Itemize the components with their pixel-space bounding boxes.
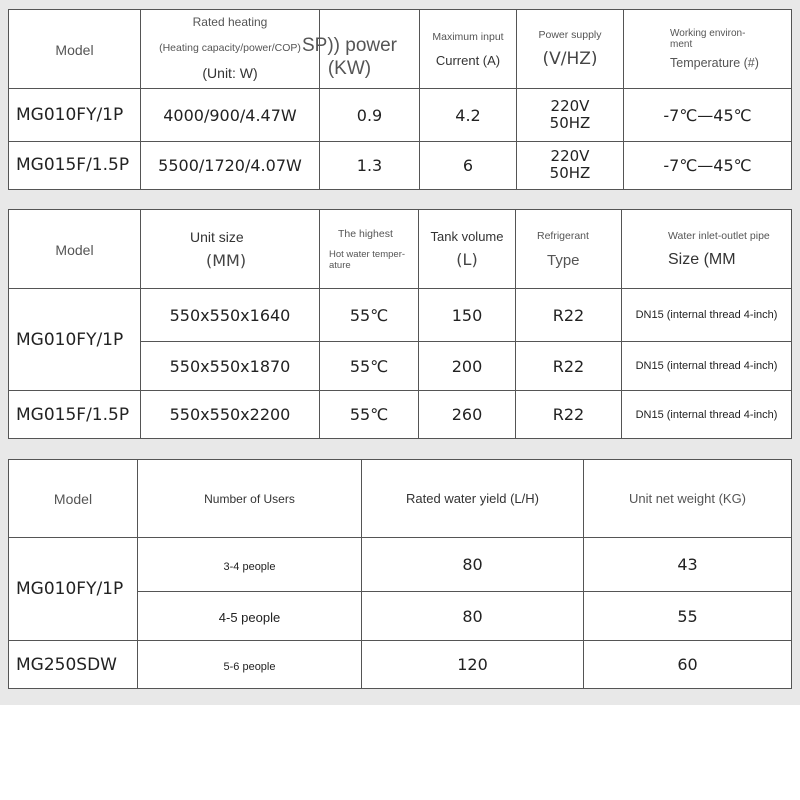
pipe-size-cell: DN15 (internal thread 4-inch) xyxy=(622,342,792,391)
table-row xyxy=(9,141,792,189)
unit-size-cell: 550x550x1870 xyxy=(141,342,320,391)
table-row xyxy=(9,289,792,342)
header-water-yield: Rated water yield (L/H) xyxy=(362,460,584,538)
header-unit-size: Unit size (MM) xyxy=(141,210,320,289)
header-model: Model xyxy=(9,210,141,289)
users-cell: 3-4 people xyxy=(138,538,362,592)
model-cell: MG015F/1.5P xyxy=(9,141,141,189)
header-power: SP)) power (KW) xyxy=(320,10,420,89)
header-max-input: Maximum input Current (A) xyxy=(420,10,517,89)
header-power-supply: Power supply (V/HZ) xyxy=(517,10,624,89)
net-weight-cell: 43 xyxy=(584,538,792,592)
tank-volume-cell: 150 xyxy=(419,289,516,342)
refrigerant-cell: R22 xyxy=(516,289,622,342)
unit-size-cell: 550x550x2200 xyxy=(141,391,320,439)
water-yield-cell: 80 xyxy=(362,592,584,641)
header-model: Model xyxy=(9,460,138,538)
power-cell: 0.9 xyxy=(320,89,420,141)
model-cell: MG010FY/1P xyxy=(9,538,138,641)
pipe-size-cell: DN15 (internal thread 4-inch) xyxy=(622,391,792,439)
current-cell: 6 xyxy=(420,141,517,189)
table-row xyxy=(9,391,792,439)
model-cell: MG250SDW xyxy=(9,641,138,689)
tank-volume-cell: 260 xyxy=(419,391,516,439)
spec-table-electrical xyxy=(8,9,792,190)
rated-heating-cell: 5500/1720/4.07W xyxy=(141,141,320,189)
header-rated-heating: Rated heating (Heating capacity/power/COP) (Unit: W) xyxy=(141,10,320,89)
table-row xyxy=(9,89,792,141)
current-cell: 4.2 xyxy=(420,89,517,141)
spec-table-capacity xyxy=(8,459,792,689)
header-refrigerant: Refrigerant Type xyxy=(516,210,622,289)
hot-water-temp-cell: 55℃ xyxy=(320,391,419,439)
refrigerant-cell: R22 xyxy=(516,342,622,391)
header-hot-water-temp: The highest Hot water temper- ature xyxy=(320,210,419,289)
power-supply-cell: 220V 50HZ xyxy=(517,141,624,189)
refrigerant-cell: R22 xyxy=(516,391,622,439)
table-row xyxy=(9,641,792,689)
header-model: Model xyxy=(9,10,141,89)
water-yield-cell: 120 xyxy=(362,641,584,689)
header-working-environment: Working environ- ment Temperature (#) xyxy=(624,10,792,89)
temperature-cell: -7℃—45℃ xyxy=(624,141,792,189)
model-cell: MG010FY/1P xyxy=(9,289,141,391)
net-weight-cell: 60 xyxy=(584,641,792,689)
pipe-size-cell: DN15 (internal thread 4-inch) xyxy=(622,289,792,342)
header-pipe-size: Water inlet-outlet pipe Size (MM xyxy=(622,210,792,289)
table-row xyxy=(9,538,792,592)
temperature-cell: -7℃—45℃ xyxy=(624,89,792,141)
hot-water-temp-cell: 55℃ xyxy=(320,342,419,391)
power-supply-cell: 220V 50HZ xyxy=(517,89,624,141)
power-cell: 1.3 xyxy=(320,141,420,189)
net-weight-cell: 55 xyxy=(584,592,792,641)
users-cell: 4-5 people xyxy=(138,592,362,641)
hot-water-temp-cell: 55℃ xyxy=(320,289,419,342)
header-number-of-users: Number of Users xyxy=(138,460,362,538)
model-cell: MG015F/1.5P xyxy=(9,391,141,439)
users-cell: 5-6 people xyxy=(138,641,362,689)
rated-heating-cell: 4000/900/4.47W xyxy=(141,89,320,141)
unit-size-cell: 550x550x1640 xyxy=(141,289,320,342)
header-net-weight: Unit net weight (KG) xyxy=(584,460,792,538)
tank-volume-cell: 200 xyxy=(419,342,516,391)
model-cell: MG010FY/1P xyxy=(9,89,141,141)
header-tank-volume: Tank volume (L) xyxy=(419,210,516,289)
water-yield-cell: 80 xyxy=(362,538,584,592)
spec-table-dimensions xyxy=(8,209,792,439)
